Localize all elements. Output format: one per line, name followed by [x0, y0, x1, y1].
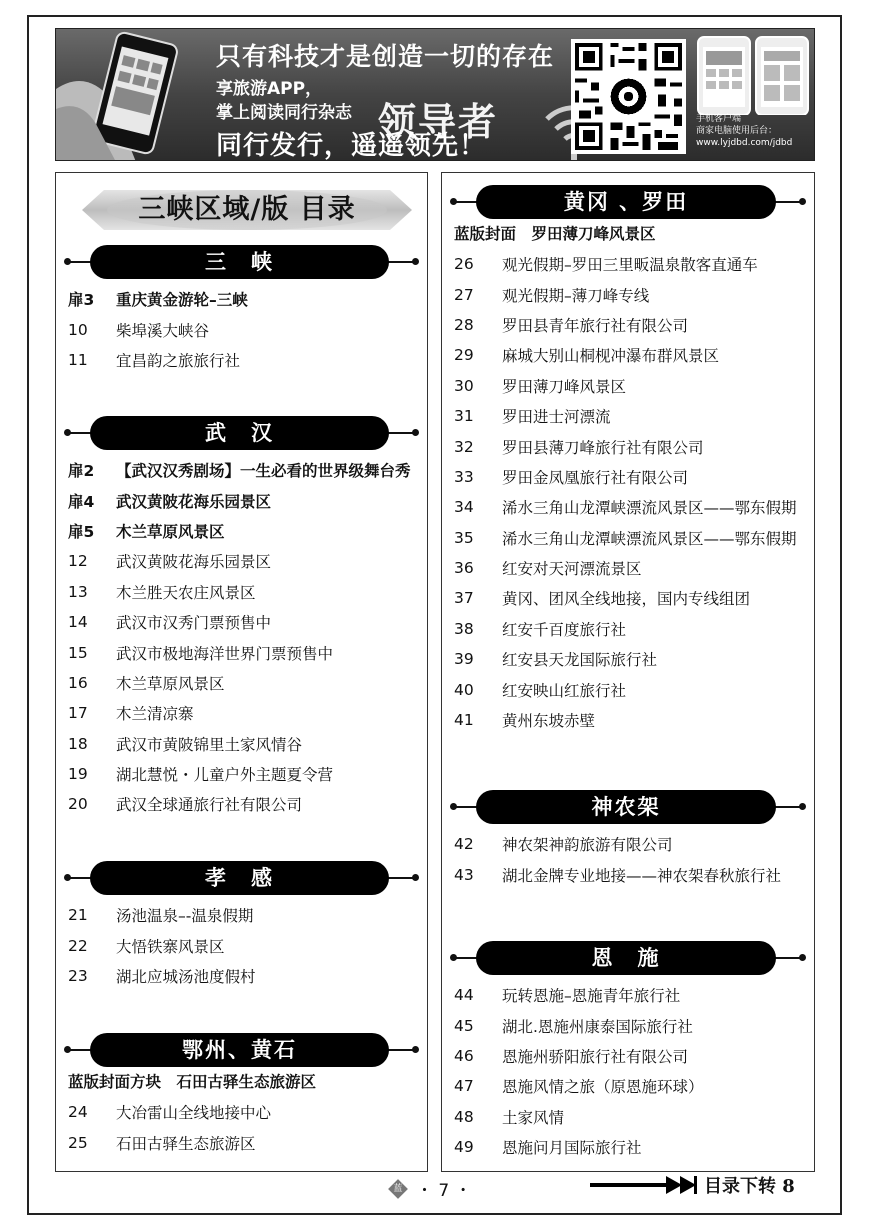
toc-entry[interactable]: [442, 249, 814, 279]
section-ezhou-huangshi: [56, 1033, 427, 1158]
page-number: 扉3: [68, 291, 95, 310]
section-enshi: [442, 941, 814, 1162]
page-number: 48: [454, 1107, 474, 1126]
entry-title: 武汉市极地海洋世界门票预售中: [116, 644, 334, 663]
toc-entry[interactable]: [442, 279, 814, 309]
entry-title: 红安对天河漂流景区: [502, 560, 642, 579]
bullet-dot: [450, 198, 457, 205]
page-number: 26: [454, 255, 474, 274]
toc-entry[interactable]: [56, 314, 427, 344]
bullet-dot: [799, 198, 806, 205]
entry-title: 红安映山红旅行社: [502, 681, 627, 700]
left-column: [55, 172, 428, 1172]
section-header: [442, 790, 814, 824]
entry-title: 湖北应城汤池度假村: [116, 967, 256, 986]
entry-title: 罗田进士河漂流: [502, 408, 611, 427]
toc-entry[interactable]: [56, 516, 427, 546]
section-items: [56, 284, 427, 375]
entry-title: 土家风情: [502, 1108, 565, 1127]
entry-title: 武汉全球通旅行社有限公司: [116, 796, 303, 815]
page-number: 45: [454, 1016, 474, 1035]
entry-title: 武汉市黄陂锦里土家风情谷: [116, 735, 303, 754]
section-header: [442, 941, 814, 975]
toc-entry[interactable]: [56, 546, 427, 576]
banner-slogan: 只有科技才是创造一切的存在: [216, 42, 555, 71]
section-title: 武 汉: [90, 416, 389, 450]
toc-entry[interactable]: [442, 1132, 814, 1162]
page-number: 47: [454, 1077, 474, 1096]
page-number: 13: [68, 582, 88, 601]
section-header: [56, 1033, 427, 1067]
section-title: 黄冈 、罗田: [476, 185, 776, 219]
section-xiaogan: [56, 861, 427, 991]
bullet-dot: [412, 258, 419, 265]
feature-entry[interactable]: 蓝版封面方块 石田古驿生态旅游区: [68, 1073, 317, 1091]
bullet-dot: [799, 803, 806, 810]
page-number: 29: [454, 346, 474, 365]
section-header: [56, 861, 427, 895]
entry-title: 浠水三角山龙潭峡漂流风景区——鄂东假期: [502, 529, 797, 548]
toc-entry[interactable]: [56, 455, 427, 485]
section-title: 神农架: [476, 790, 776, 824]
page-number: 43: [454, 865, 474, 884]
toc-continued-text: 目录下转 8: [704, 1176, 795, 1197]
entry-title: 大悟铁寨风景区: [116, 937, 225, 956]
banner-hint: [696, 113, 814, 149]
banner-app-line1: 享旅游APP，: [216, 79, 323, 99]
edition-char: 蓝: [393, 1183, 403, 1194]
entry-title: 大冶雷山全线地接中心: [116, 1104, 272, 1123]
page-number: 35: [454, 528, 474, 547]
entry-title: 玩转恩施–恩施青年旅行社: [502, 987, 681, 1006]
section-sanxia: [56, 245, 427, 375]
phones-image: [696, 35, 810, 115]
page-number: 14: [68, 613, 88, 632]
section-huanggang-luotian: [442, 185, 814, 735]
toc-entry[interactable]: [56, 961, 427, 991]
toc-entry[interactable]: [442, 829, 814, 859]
page-number: 扉4: [68, 492, 95, 511]
section-shennongjia: [442, 790, 814, 890]
toc-entry[interactable]: [442, 980, 814, 1010]
toc-entry[interactable]: [56, 729, 427, 759]
page-number-footer: [388, 1176, 472, 1201]
page-number: 31: [454, 407, 474, 426]
banner-hint-url[interactable]: www.lyjdbd.com/jdbd: [696, 138, 793, 148]
banner-hint-line1: 手机客户端: [696, 114, 742, 124]
banner-leader: 领导者: [378, 100, 499, 144]
banner-issue-line: 同行发行，遥遥领先！: [216, 131, 487, 161]
right-column: [441, 172, 815, 1172]
section-items: [56, 900, 427, 991]
toc-entry[interactable]: [442, 431, 814, 461]
section-title: 恩 施: [476, 941, 776, 975]
page-number: 18: [68, 734, 88, 753]
page-number: 36: [454, 559, 474, 578]
toc-entry[interactable]: [56, 1097, 427, 1127]
entry-title: 红安县天龙国际旅行社: [502, 651, 658, 670]
entry-title: 罗田薄刀峰风景区: [502, 377, 627, 396]
toc-entry[interactable]: [442, 523, 814, 553]
toc-entry[interactable]: [442, 644, 814, 674]
page-number: 22: [68, 936, 88, 955]
toc-entry[interactable]: [442, 340, 814, 370]
phone-in-hand-image: [56, 29, 206, 161]
bullet-dot: [450, 803, 457, 810]
toc-entry[interactable]: [442, 705, 814, 735]
page-number: 12: [68, 552, 88, 571]
page-number: 40: [454, 680, 474, 699]
section-title: 三 峡: [90, 245, 389, 279]
toc-entry[interactable]: [56, 698, 427, 728]
toc-entry[interactable]: [442, 371, 814, 401]
toc-entry[interactable]: [56, 637, 427, 667]
page-number: 30: [454, 376, 474, 395]
entry-title: 汤池温泉–-温泉假期: [116, 907, 254, 926]
bullet-dot: [412, 1046, 419, 1053]
page-number: 44: [454, 986, 474, 1005]
entry-title: 武汉市汉秀门票预售中: [116, 614, 272, 633]
entry-title: 恩施风情之旅（原恩施环球）: [502, 1078, 704, 1097]
section-header: [56, 245, 427, 279]
entry-title: 宜昌韵之旅旅行社: [116, 351, 241, 370]
page-number: 11: [68, 350, 88, 369]
feature-entry[interactable]: 蓝版封面 罗田薄刀峰风景区: [454, 225, 656, 243]
bullet-dot: [450, 954, 457, 961]
page-number-text: ・ 7 ・: [416, 1181, 472, 1201]
entry-title: 黄州东坡赤壁: [502, 712, 596, 731]
toc-entry[interactable]: [56, 789, 427, 819]
page-number: 25: [68, 1133, 88, 1152]
section-title: 鄂州、黄石: [90, 1033, 389, 1067]
toc-entry[interactable]: [442, 614, 814, 644]
toc-entry[interactable]: [442, 553, 814, 583]
page-number: 扉2: [68, 462, 95, 481]
entry-title: 罗田县青年旅行社有限公司: [502, 316, 689, 335]
page-number: 38: [454, 619, 474, 638]
entry-title: 罗田金凤凰旅行社有限公司: [502, 468, 689, 487]
toc-entry[interactable]: [56, 345, 427, 375]
page-number: 27: [454, 285, 474, 304]
bullet-dot: [64, 258, 71, 265]
bullet-dot: [799, 954, 806, 961]
page-number: 32: [454, 437, 474, 456]
app-banner[interactable]: [55, 28, 815, 161]
toc-entry[interactable]: [56, 930, 427, 960]
entry-title: 【武汉汉秀剧场】一生必看的世界级舞台秀: [116, 462, 411, 481]
bullet-dot: [412, 429, 419, 436]
section-items: [442, 829, 814, 890]
entry-title: 重庆黄金游轮–三峡: [116, 291, 248, 310]
section-header: [56, 416, 427, 450]
section-items: [56, 455, 427, 820]
entry-title: 恩施问月国际旅行社: [502, 1139, 642, 1158]
qr-code-image[interactable]: [571, 39, 686, 154]
page-number: 21: [68, 906, 88, 925]
page-number: 33: [454, 467, 474, 486]
page-number: 41: [454, 711, 474, 730]
toc-entry[interactable]: [442, 1010, 814, 1040]
entry-title: 木兰胜天农庄风景区: [116, 583, 256, 602]
section-wuhan: [56, 416, 427, 820]
page-number: 17: [68, 704, 88, 723]
toc-entry[interactable]: [442, 674, 814, 704]
toc-entry[interactable]: [442, 859, 814, 889]
entry-title: 黄冈、团风全线地接，国内专线组团: [502, 590, 751, 609]
entry-title: 神农架神韵旅游有限公司: [502, 836, 673, 855]
toc-entry[interactable]: [442, 310, 814, 340]
entry-title: 罗田县薄刀峰旅行社有限公司: [502, 438, 704, 457]
toc-continued-link[interactable]: [590, 1172, 795, 1198]
entry-title: 恩施州骄阳旅行社有限公司: [502, 1047, 689, 1066]
banner-app-line2: 掌上阅读同行杂志: [216, 103, 352, 123]
entry-title: 木兰草原风景区: [116, 522, 225, 541]
page-number: 42: [454, 835, 474, 854]
section-items: [56, 1097, 427, 1158]
page-number: 49: [454, 1138, 474, 1157]
entry-title: 柴埠溪大峡谷: [116, 321, 210, 340]
page-number: 23: [68, 966, 88, 985]
toc-entry[interactable]: [56, 284, 427, 314]
page-number: 19: [68, 765, 88, 784]
entry-title: 观光假期–罗田三里畈温泉散客直通车: [502, 256, 758, 275]
bullet-dot: [64, 874, 71, 881]
toc-entry[interactable]: [442, 401, 814, 431]
toc-entry[interactable]: [442, 1102, 814, 1132]
toc-entry[interactable]: [442, 462, 814, 492]
page-number: 24: [68, 1103, 88, 1122]
entry-title: 红安千百度旅行社: [502, 620, 627, 639]
entry-title: 武汉黄陂花海乐园景区: [116, 492, 272, 511]
page-number: 39: [454, 650, 474, 669]
entry-title: 湖北金牌专业地接——神农架春秋旅行社: [502, 866, 782, 885]
bullet-dot: [64, 1046, 71, 1053]
entry-title: 浠水三角山龙潭峡漂流风景区——鄂东假期: [502, 499, 797, 518]
section-items: [442, 980, 814, 1162]
toc-header: [82, 188, 412, 232]
toc-entry[interactable]: [56, 900, 427, 930]
banner-app-text: [216, 77, 352, 125]
section-title: 孝 感: [90, 861, 389, 895]
toc-entry[interactable]: [442, 1041, 814, 1071]
bullet-dot: [412, 874, 419, 881]
edition-diamond-icon: [388, 1179, 408, 1199]
toc-entry[interactable]: [56, 1127, 427, 1157]
page-number: 扉5: [68, 522, 95, 541]
page-number: 37: [454, 589, 474, 608]
toc-title: 三峡区域/版 目录: [138, 194, 356, 225]
toc-entry[interactable]: [56, 577, 427, 607]
toc-entry[interactable]: [56, 607, 427, 637]
page-number: 34: [454, 498, 474, 517]
entry-title: 湖北.恩施州康泰国际旅行社: [502, 1017, 693, 1036]
section-header: [442, 185, 814, 219]
toc-entry[interactable]: [56, 668, 427, 698]
entry-title: 麻城大别山桐枧冲瀑布群风景区: [502, 347, 720, 366]
page-number: 10: [68, 320, 88, 339]
entry-title: 湖北慧悦・儿童户外主题夏令营: [116, 766, 334, 785]
entry-title: 石田古驿生态旅游区: [116, 1134, 256, 1153]
page-number: 20: [68, 795, 88, 814]
page-number: 28: [454, 315, 474, 334]
page-number: 16: [68, 673, 88, 692]
double-arrow-icon: [590, 1174, 698, 1196]
section-items: [442, 249, 814, 735]
entry-title: 观光假期–薄刀峰专线: [502, 286, 650, 305]
banner-hint-line2: 商家电脑使用后台：: [696, 126, 778, 136]
entry-title: 武汉黄陂花海乐园景区: [116, 553, 272, 572]
bullet-dot: [64, 429, 71, 436]
toc-entry[interactable]: [442, 583, 814, 613]
toc-entry[interactable]: [442, 1071, 814, 1101]
entry-title: 木兰清凉寨: [116, 705, 194, 724]
entry-title: 木兰草原风景区: [116, 674, 225, 693]
toc-entry[interactable]: [442, 492, 814, 522]
toc-entry[interactable]: [56, 485, 427, 515]
toc-entry[interactable]: [56, 759, 427, 789]
page-number: 15: [68, 643, 88, 662]
page-number: 46: [454, 1046, 474, 1065]
